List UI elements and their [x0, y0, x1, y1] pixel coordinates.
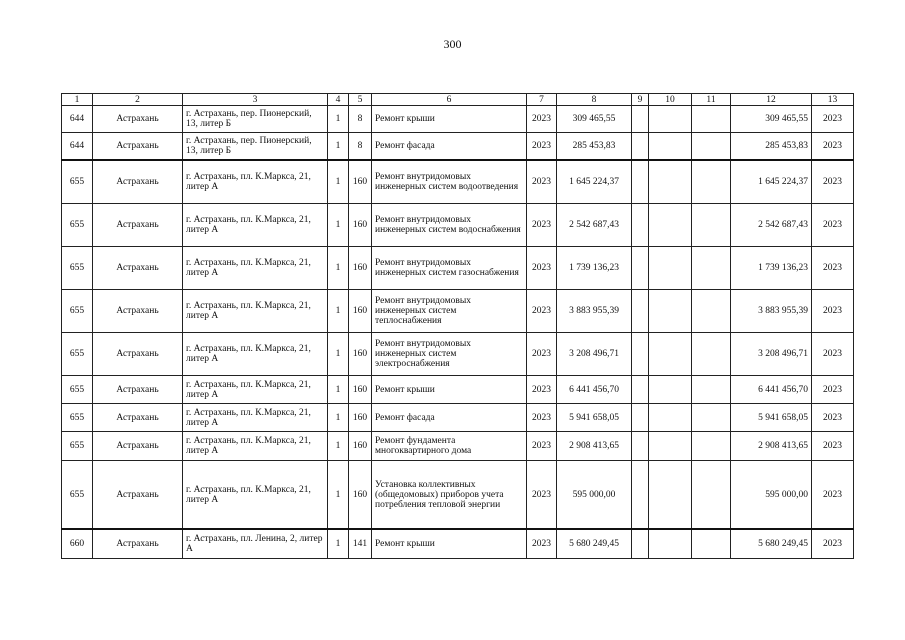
address-cell: г. Астрахань, пл. К.Маркса, 21, литер А: [183, 432, 328, 461]
address-cell: г. Астрахань, пер. Пионерский, 13, литер Б: [183, 106, 328, 133]
city-cell: Астрахань: [93, 160, 183, 204]
row-number-cell: 655: [62, 333, 93, 376]
column-4-cell: 1: [328, 376, 349, 404]
year-cell: 2023: [527, 160, 557, 204]
completion-year-cell: 2023: [812, 432, 854, 461]
row-number-cell: 655: [62, 432, 93, 461]
column-10-cell: [649, 106, 692, 133]
column-10-cell: [649, 529, 692, 559]
work-type-cell: Ремонт фасада: [372, 133, 527, 161]
address-cell: г. Астрахань, пл. К.Маркса, 21, литер А: [183, 376, 328, 404]
table-body: [62, 94, 854, 559]
table-row: [62, 133, 854, 161]
work-type-cell: Ремонт внутридомовых инженерных систем электроснабжения: [372, 333, 527, 376]
address-cell: г. Астрахань, пл. Ленина, 2, литер А: [183, 529, 328, 559]
city-cell: Астрахань: [93, 404, 183, 432]
column-header: 6: [372, 94, 527, 106]
column-5-cell: 160: [349, 247, 372, 290]
column-10-cell: [649, 247, 692, 290]
column-header: 5: [349, 94, 372, 106]
work-type-cell: Ремонт фасада: [372, 404, 527, 432]
column-10-cell: [649, 376, 692, 404]
column-9-cell: [632, 290, 649, 333]
work-type-cell: Ремонт крыши: [372, 376, 527, 404]
work-type-cell: Ремонт крыши: [372, 529, 527, 559]
city-cell: Астрахань: [93, 247, 183, 290]
city-cell: Астрахань: [93, 106, 183, 133]
column-11-cell: [692, 529, 731, 559]
city-cell: Астрахань: [93, 133, 183, 161]
cost-cell: 6 441 456,70: [557, 376, 632, 404]
column-11-cell: [692, 404, 731, 432]
column-9-cell: [632, 432, 649, 461]
row-number-cell: 655: [62, 404, 93, 432]
column-4-cell: 1: [328, 204, 349, 247]
address-cell: г. Астрахань, пл. К.Маркса, 21, литер А: [183, 461, 328, 530]
completion-year-cell: 2023: [812, 204, 854, 247]
row-number-cell: 655: [62, 247, 93, 290]
total-cost-cell: 309 465,55: [731, 106, 812, 133]
page-number: 300: [443, 37, 462, 51]
completion-year-cell: 2023: [812, 290, 854, 333]
column-header: 13: [812, 94, 854, 106]
column-11-cell: [692, 133, 731, 161]
city-cell: Астрахань: [93, 529, 183, 559]
total-cost-cell: 3 208 496,71: [731, 333, 812, 376]
column-5-cell: 8: [349, 106, 372, 133]
column-10-cell: [649, 333, 692, 376]
column-5-cell: 160: [349, 160, 372, 204]
year-cell: 2023: [527, 529, 557, 559]
cost-cell: 1 645 224,37: [557, 160, 632, 204]
year-cell: 2023: [527, 133, 557, 161]
city-cell: Астрахань: [93, 376, 183, 404]
work-type-cell: Ремонт внутридомовых инженерных систем водоснабжения: [372, 204, 527, 247]
address-cell: г. Астрахань, пл. К.Маркса, 21, литер А: [183, 404, 328, 432]
row-number-cell: 655: [62, 204, 93, 247]
table-row: [62, 404, 854, 432]
column-4-cell: 1: [328, 247, 349, 290]
address-cell: г. Астрахань, пер. Пионерский, 13, литер Б: [183, 133, 328, 161]
total-cost-cell: 285 453,83: [731, 133, 812, 161]
column-header: 11: [692, 94, 731, 106]
year-cell: 2023: [527, 247, 557, 290]
column-9-cell: [632, 461, 649, 530]
column-9-cell: [632, 529, 649, 559]
total-cost-cell: 595 000,00: [731, 461, 812, 530]
column-11-cell: [692, 376, 731, 404]
work-type-cell: Ремонт крыши: [372, 106, 527, 133]
cost-cell: 5 941 658,05: [557, 404, 632, 432]
row-number-cell: 660: [62, 529, 93, 559]
column-9-cell: [632, 247, 649, 290]
completion-year-cell: 2023: [812, 333, 854, 376]
work-type-cell: Ремонт внутридомовых инженерных систем газоснабжения: [372, 247, 527, 290]
column-11-cell: [692, 204, 731, 247]
year-cell: 2023: [527, 461, 557, 530]
column-header: 4: [328, 94, 349, 106]
address-cell: г. Астрахань, пл. К.Маркса, 21, литер А: [183, 204, 328, 247]
address-cell: г. Астрахань, пл. К.Маркса, 21, литер А: [183, 247, 328, 290]
year-cell: 2023: [527, 290, 557, 333]
completion-year-cell: 2023: [812, 160, 854, 204]
table-row: [62, 106, 854, 133]
address-cell: г. Астрахань, пл. К.Маркса, 21, литер А: [183, 290, 328, 333]
column-4-cell: 1: [328, 432, 349, 461]
column-header: 1: [62, 94, 93, 106]
city-cell: Астрахань: [93, 290, 183, 333]
row-number-cell: 644: [62, 133, 93, 161]
city-cell: Астрахань: [93, 333, 183, 376]
year-cell: 2023: [527, 404, 557, 432]
table-row: [62, 247, 854, 290]
cost-cell: 309 465,55: [557, 106, 632, 133]
column-11-cell: [692, 333, 731, 376]
column-header: 3: [183, 94, 328, 106]
column-9-cell: [632, 160, 649, 204]
year-cell: 2023: [527, 204, 557, 247]
total-cost-cell: 2 542 687,43: [731, 204, 812, 247]
total-cost-cell: 5 680 249,45: [731, 529, 812, 559]
column-4-cell: 1: [328, 461, 349, 530]
work-type-cell: Ремонт внутридомовых инженерных систем водоотведения: [372, 160, 527, 204]
column-5-cell: 160: [349, 290, 372, 333]
completion-year-cell: 2023: [812, 247, 854, 290]
column-10-cell: [649, 133, 692, 161]
column-number-header-row: [62, 94, 854, 106]
column-4-cell: 1: [328, 404, 349, 432]
table-row: [62, 376, 854, 404]
cost-cell: 2 542 687,43: [557, 204, 632, 247]
completion-year-cell: 2023: [812, 106, 854, 133]
column-10-cell: [649, 461, 692, 530]
column-9-cell: [632, 106, 649, 133]
total-cost-cell: 1 645 224,37: [731, 160, 812, 204]
city-cell: Астрахань: [93, 461, 183, 530]
column-11-cell: [692, 106, 731, 133]
work-type-cell: Установка коллективных (общедомовых) приборов учета потребления тепловой энергии: [372, 461, 527, 530]
address-cell: г. Астрахань, пл. К.Маркса, 21, литер А: [183, 160, 328, 204]
column-4-cell: 1: [328, 106, 349, 133]
column-10-cell: [649, 160, 692, 204]
table-row: [62, 204, 854, 247]
column-header: 8: [557, 94, 632, 106]
row-number-cell: 655: [62, 290, 93, 333]
column-header: 2: [93, 94, 183, 106]
column-header: 7: [527, 94, 557, 106]
column-9-cell: [632, 133, 649, 161]
total-cost-cell: 3 883 955,39: [731, 290, 812, 333]
cost-cell: 3 208 496,71: [557, 333, 632, 376]
repair-register-table: [61, 93, 854, 559]
year-cell: 2023: [527, 333, 557, 376]
column-11-cell: [692, 160, 731, 204]
cost-cell: 5 680 249,45: [557, 529, 632, 559]
column-9-cell: [632, 333, 649, 376]
column-11-cell: [692, 461, 731, 530]
table-row: [62, 529, 854, 559]
column-header: 12: [731, 94, 812, 106]
column-9-cell: [632, 404, 649, 432]
column-4-cell: 1: [328, 133, 349, 161]
completion-year-cell: 2023: [812, 133, 854, 161]
total-cost-cell: 5 941 658,05: [731, 404, 812, 432]
completion-year-cell: 2023: [812, 461, 854, 530]
column-5-cell: 160: [349, 461, 372, 530]
row-number-cell: 655: [62, 160, 93, 204]
cost-cell: 595 000,00: [557, 461, 632, 530]
column-header: 9: [632, 94, 649, 106]
column-11-cell: [692, 290, 731, 333]
table-row: [62, 432, 854, 461]
cost-cell: 2 908 413,65: [557, 432, 632, 461]
table-row: [62, 160, 854, 204]
column-4-cell: 1: [328, 160, 349, 204]
completion-year-cell: 2023: [812, 376, 854, 404]
column-5-cell: 160: [349, 432, 372, 461]
row-number-cell: 644: [62, 106, 93, 133]
column-header: 10: [649, 94, 692, 106]
column-10-cell: [649, 290, 692, 333]
total-cost-cell: 2 908 413,65: [731, 432, 812, 461]
column-5-cell: 8: [349, 133, 372, 161]
column-10-cell: [649, 404, 692, 432]
city-cell: Астрахань: [93, 204, 183, 247]
column-5-cell: 141: [349, 529, 372, 559]
total-cost-cell: 6 441 456,70: [731, 376, 812, 404]
column-4-cell: 1: [328, 529, 349, 559]
completion-year-cell: 2023: [812, 529, 854, 559]
work-type-cell: Ремонт внутридомовых инженерных систем теплоснабжения: [372, 290, 527, 333]
year-cell: 2023: [527, 376, 557, 404]
address-cell: г. Астрахань, пл. К.Маркса, 21, литер А: [183, 333, 328, 376]
column-5-cell: 160: [349, 404, 372, 432]
column-4-cell: 1: [328, 290, 349, 333]
row-number-cell: 655: [62, 376, 93, 404]
column-11-cell: [692, 432, 731, 461]
column-9-cell: [632, 204, 649, 247]
row-number-cell: 655: [62, 461, 93, 530]
table-row: [62, 333, 854, 376]
column-4-cell: 1: [328, 333, 349, 376]
year-cell: 2023: [527, 432, 557, 461]
work-type-cell: Ремонт фундамента многоквартирного дома: [372, 432, 527, 461]
column-11-cell: [692, 247, 731, 290]
column-10-cell: [649, 432, 692, 461]
table-row: [62, 461, 854, 530]
column-9-cell: [632, 376, 649, 404]
cost-cell: 1 739 136,23: [557, 247, 632, 290]
column-5-cell: 160: [349, 333, 372, 376]
table-row: [62, 290, 854, 333]
completion-year-cell: 2023: [812, 404, 854, 432]
column-5-cell: 160: [349, 204, 372, 247]
column-5-cell: 160: [349, 376, 372, 404]
cost-cell: 3 883 955,39: [557, 290, 632, 333]
year-cell: 2023: [527, 106, 557, 133]
cost-cell: 285 453,83: [557, 133, 632, 161]
city-cell: Астрахань: [93, 432, 183, 461]
column-10-cell: [649, 204, 692, 247]
total-cost-cell: 1 739 136,23: [731, 247, 812, 290]
